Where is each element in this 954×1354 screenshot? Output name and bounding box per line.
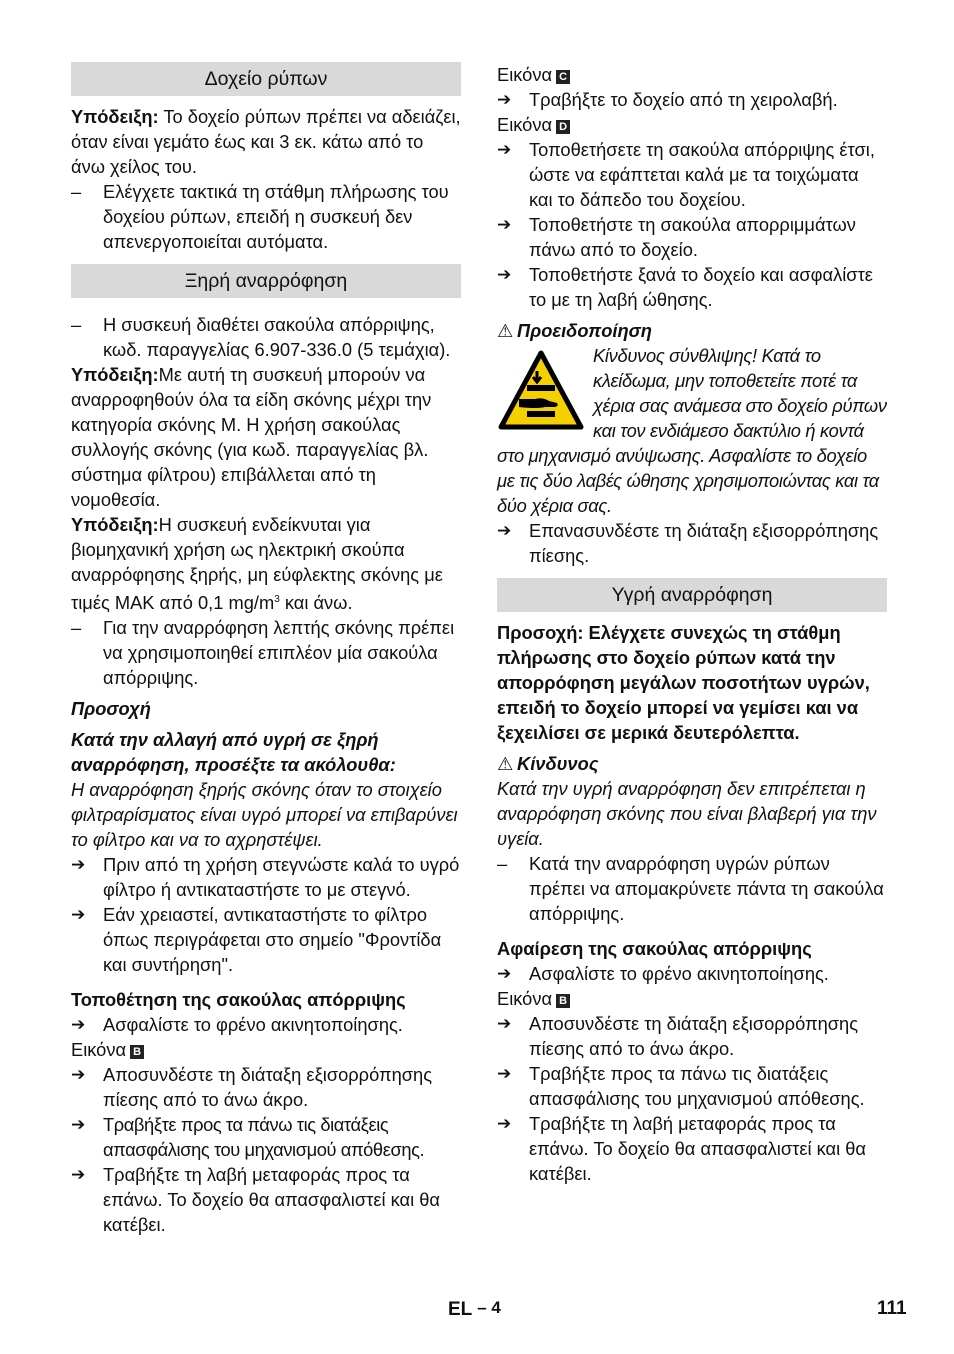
arrow-item: ➔ Αποσυνδέστε τη διάταξη εξισορρόπησης πίεσης από το άνω άκρο.	[71, 1064, 433, 1111]
note-label: Υπόδειξη:	[71, 106, 159, 127]
arrow-item: ➔ Τραβήξτε τη λαβή μεταφοράς προς τα επάνω. Το δοχείο θα απασφαλιστεί και θα κατέβει.	[497, 1113, 866, 1184]
danger-text: Κατά την υγρή αναρρόφηση δεν επιτρέπεται η αναρρόφηση σκόνης που είναι βλαβερή για την υγεία.	[497, 778, 877, 849]
note-text: και άνω.	[279, 592, 353, 614]
arrow-item: ➔ Επανασυνδέστε τη διάταξη εξισορρόπησης πίεσης.	[497, 520, 879, 566]
warning-triangle-icon: ⚠	[497, 320, 514, 341]
note-paragraph	[71, 362, 461, 512]
section-heading-wet-suction: Υγρή αναρρόφηση	[497, 578, 887, 612]
caution-bold: Κατά την αλλαγή από υγρή σε ξηρή αναρρόφηση, προσέξτε τα ακόλουθα:	[71, 729, 396, 776]
arrow-item: ➔ Τραβήξτε προς τα πάνω τις διατάξεις απασφάλισης του μηχανισμού απόθεσης.	[71, 1114, 425, 1161]
note-text: Με αυτή τη συσκευή μπορούν να αναρροφηθούν όλα τα είδη σκόνης μέχρι την κατηγορία σκόνης M. Η χρήση σακούλας συλλογής σκόνης (για κωδ. παραγγελίας βλ. σύστημα φίλτρου) επιβάλλεται από τη νομοθεσία.	[71, 364, 432, 510]
arrow-right-icon: ➔	[497, 140, 512, 159]
arrow-right-icon: ➔	[71, 905, 86, 925]
arrow-item: ➔ Πριν από τη χρήση στεγνώστε καλά το υγρό φίλτρο ή αντικαταστήστε το με στεγνό.	[71, 854, 460, 901]
figure-reference: Εικόνα C	[497, 62, 887, 87]
note-paragraph	[71, 512, 461, 615]
figure-letter-badge: D	[556, 120, 570, 134]
figure-letter-badge: B	[556, 994, 570, 1008]
figure-letter-badge: B	[130, 1045, 144, 1059]
figure-letter-badge: C	[556, 70, 570, 84]
dash-item: – Για την αναρρόφηση λεπτής σκόνης πρέπει να χρησιμοποιηθεί επιπλέον μία σακούλα απόρριψης.	[71, 615, 461, 690]
section-heading-dirt-container: Δοχείο ρύπων	[71, 62, 461, 96]
figure-reference: Εικόνα D	[497, 112, 887, 137]
arrow-item: ➔ Ασφαλίστε το φρένο ακινητοποίησης.	[497, 963, 829, 984]
arrow-right-icon: ➔	[71, 1065, 86, 1085]
arrow-right-icon: ➔	[71, 855, 86, 875]
subheading-insert-bag: Τοποθέτηση της σακούλας απόρριψης	[71, 989, 406, 1011]
note-text: Το δοχείο ρύπων πρέπει να αδειάζει, όταν είναι γεμάτο έως και 3 εκ. κάτω από το άνω χείλος του.	[71, 106, 461, 177]
arrow-item: ➔ Τοποθετήστε ξανά το δοχείο και ασφαλίστε το με τη λαβή ώθησης.	[497, 264, 873, 310]
arrow-right-icon: ➔	[71, 1015, 86, 1035]
attention-bold: Προσοχή: Ελέγχετε συνεχώς τη στάθμη πλήρωσης στο δοχείο ρύπων κατά την απορρόφηση μεγάλων ποσοτήτων υγρών, επειδή το δοχείο μπορεί να γεμίσει και να ξεχειλίσει σε μερικά δευτερόλεπτα.	[497, 622, 870, 743]
arrow-right-icon: ➔	[497, 215, 512, 234]
arrow-right-icon: ➔	[497, 90, 512, 109]
arrow-item: ➔ Ασφαλίστε το φρένο ακινητοποίησης.	[71, 1014, 403, 1036]
right-column	[497, 62, 887, 1186]
arrow-item: ➔ Τοποθετήσετε τη σακούλα απόρριψης έτσι, ώστε να εφάπτεται καλά με τα τοιχώματα και το δάπεδο του δοχείου.	[497, 139, 875, 210]
figure-reference: Εικόνα B	[497, 986, 887, 1011]
arrow-right-icon: ➔	[497, 265, 512, 284]
warning-triangle-icon: ⚠	[497, 753, 514, 774]
hand-crush-hazard-icon	[497, 349, 585, 433]
note-label: Υπόδειξη:	[71, 514, 159, 535]
warning-box: Κίνδυνος σύνθλιψης! Κατά το κλείδωμα, μην τοποθετείτε ποτέ τα χέρια σας ανάμεσα στο δοχείο ρύπων και τον ενδιάμεσο δακτύλιο ή κοντά στο μηχανισμό ανύψωσης. Ασφαλίστε το δοχείο με τις δύο λαβές ώθησης χρησιμοποιώντας και τα δύο χέρια σας.	[497, 345, 887, 516]
figure-reference: Εικόνα B	[71, 1037, 461, 1062]
note-text: Η συσκευή ενδείκνυται για βιομηχανική χρήση ως ηλεκτρική σκούπα αναρρόφησης ξηρής, μη εύφλεκτης σκόνης με τιμές MAK από 0,1 mg/m	[71, 514, 443, 614]
arrow-right-icon: ➔	[497, 521, 512, 540]
arrow-right-icon: ➔	[71, 1165, 86, 1185]
section-heading-dry-suction: Ξηρή αναρρόφηση	[71, 264, 461, 298]
arrow-right-icon: ➔	[497, 1064, 512, 1083]
caution-title: Προσοχή	[71, 698, 151, 720]
arrow-item: ➔ Τραβήξτε το δοχείο από τη χειρολαβή.	[497, 89, 838, 110]
arrow-item: ➔ Τραβήξτε τη λαβή μεταφοράς προς τα επάνω. Το δοχείο θα απασφαλιστεί και θα κατέβει.	[71, 1164, 440, 1236]
arrow-right-icon: ➔	[497, 1014, 512, 1033]
subheading-remove-bag: Αφαίρεση της σακούλας απόρριψης	[497, 938, 812, 959]
danger-heading: ⚠ Κίνδυνος	[497, 753, 599, 774]
arrow-right-icon: ➔	[497, 964, 512, 983]
arrow-item: ➔ Τραβήξτε προς τα πάνω τις διατάξεις απασφάλισης του μηχανισμού απόθεσης.	[497, 1063, 865, 1109]
caution-text: Η αναρρόφηση ξηρής σκόνης όταν το στοιχείο φιλτραρίσματος είναι υγρό μπορεί να επιβαρύνει το φίλτρο και να το αχρηστέψει.	[71, 779, 458, 851]
note-label: Υπόδειξη:	[71, 364, 159, 385]
arrow-item: ➔ Εάν χρειαστεί, αντικαταστήστε το φίλτρο όπως περιγράφεται στο σημείο "Φροντίδα και συντήρηση".	[71, 904, 442, 976]
left-column	[71, 62, 461, 1237]
dash-item: – Ελέγχετε τακτικά τη στάθμη πλήρωσης του δοχείου ρύπων, επειδή η συσκευή δεν απενεργοποιείται αυτόματα.	[71, 179, 461, 254]
note-paragraph	[71, 104, 461, 179]
dash-item: – Η συσκευή διαθέτει σακούλα απόρριψης, κωδ. παραγγελίας 6.907-336.0 (5 τεμάχια).	[71, 312, 461, 362]
footer-language-section: EL – 4	[448, 1298, 501, 1320]
footer-page-number: 111	[877, 1298, 907, 1319]
dash-item: – Κατά την αναρρόφηση υγρών ρύπων πρέπει να απομακρύνετε πάντα τη σακούλα απόρριψης.	[497, 851, 887, 926]
arrow-item: ➔ Τοποθετήστε τη σακούλα απορριμμάτων πάνω από το δοχείο.	[497, 214, 856, 260]
arrow-right-icon: ➔	[71, 1115, 85, 1135]
superscript: 3	[274, 594, 280, 605]
arrow-item: ➔ Αποσυνδέστε τη διάταξη εξισορρόπησης πίεσης από το άνω άκρο.	[497, 1013, 859, 1059]
arrow-right-icon: ➔	[497, 1114, 512, 1133]
warning-heading: ⚠ Προειδοποίηση	[497, 320, 652, 341]
